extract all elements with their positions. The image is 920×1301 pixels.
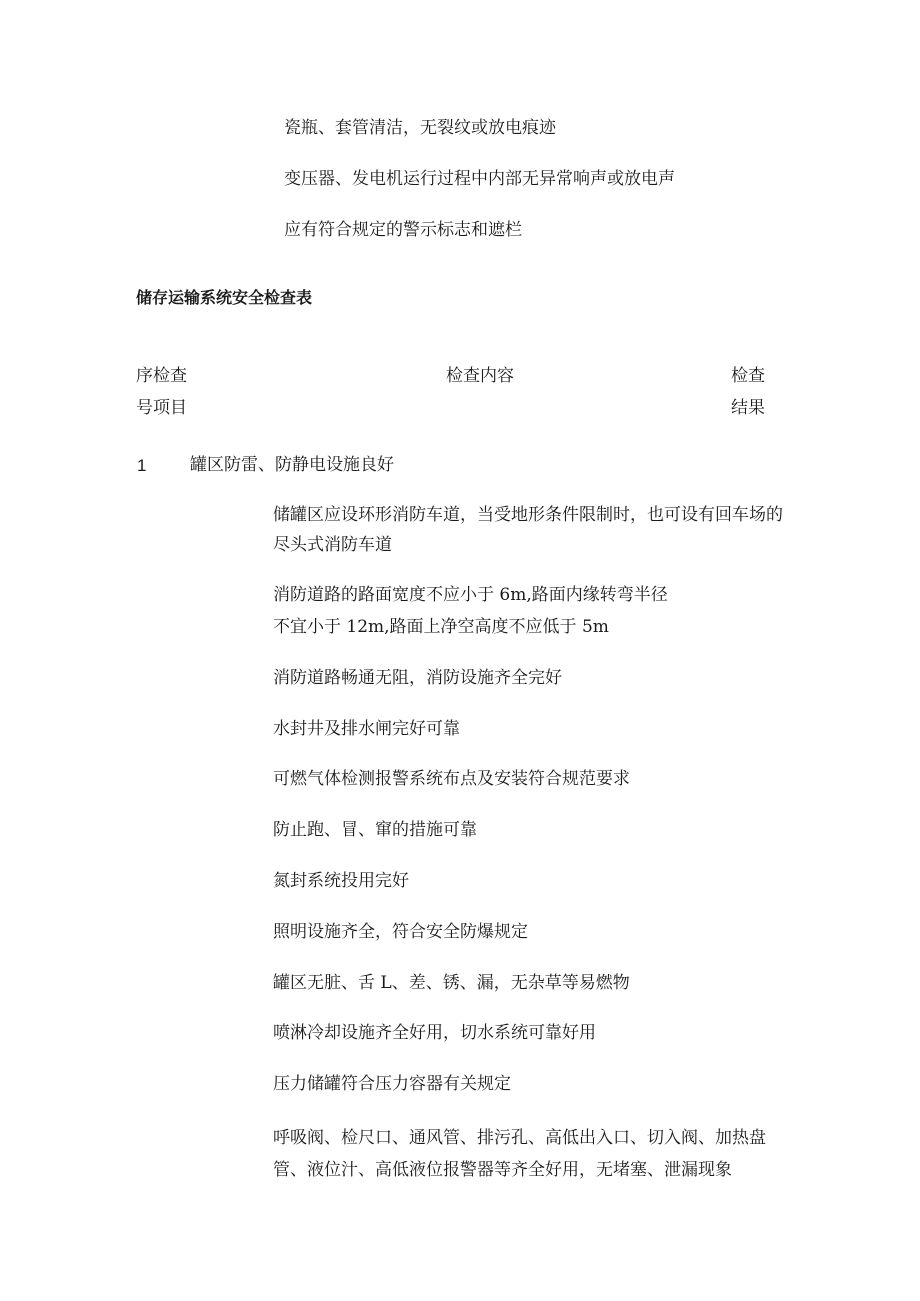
header-seq-item-line1: 序检查 [136,366,187,386]
row1-content-6: 防止跑、冒、窜的措施可靠 [273,820,477,840]
row1-content-12a: 呼吸阀、检尺口、通风管、排污孔、高低出入口、切入阀、加热盘 [273,1128,766,1148]
row1-content-10: 喷淋冷却设施齐全好用，切水系统可靠好用 [273,1023,596,1043]
header-result-line1: 检查 [731,366,765,386]
header-content: 检查内容 [446,366,514,386]
top-item-1: 瓷瓶、套管清洁，无裂纹或放电痕迹 [284,118,556,138]
row1-content-12b: 管、液位汁、高低液位报警器等齐全好用，无堵塞、泄漏现象 [273,1160,732,1180]
top-item-2: 变压器、发电机运行过程中内部无异常响声或放电声 [284,169,675,189]
row1-content-1a: 储罐区应设环形消防车道，当受地形条件限制时，也可设有回车场的 [273,505,783,525]
row1-number: 1 [137,456,147,475]
section-title: 储存运输系统安全检查表 [136,288,313,307]
header-seq-item-line2: 号项目 [136,398,187,418]
row1-content-9: 罐区无脏、舌 L、差、锈、漏，无杂草等易燃物 [273,973,630,993]
row1-content-7: 氮封系统投用完好 [273,871,409,891]
top-item-3: 应有符合规定的警示标志和遮栏 [284,220,522,240]
row1-content-4: 水封井及排水闸完好可靠 [273,719,460,739]
row1-item: 罐区防雷、防静电设施良好 [190,455,394,475]
row1-content-2a: 消防道路的路面宽度不应小于 6m,路面内缘转弯半径 [273,585,668,605]
header-result-line2: 结果 [731,398,765,418]
row1-content-5: 可燃气体检测报警系统布点及安装符合规范要求 [273,769,630,789]
row1-content-2b: 不宜小于 12m,路面上净空高度不应低于 5m [273,617,609,637]
row1-content-3: 消防道路畅通无阻，消防设施齐全完好 [273,668,562,688]
row1-content-8: 照明设施齐全，符合安全防爆规定 [273,922,528,942]
row1-content-1b: 尽头式消防车道 [273,535,392,555]
row1-content-11: 压力储罐符合压力容器有关规定 [273,1074,511,1094]
